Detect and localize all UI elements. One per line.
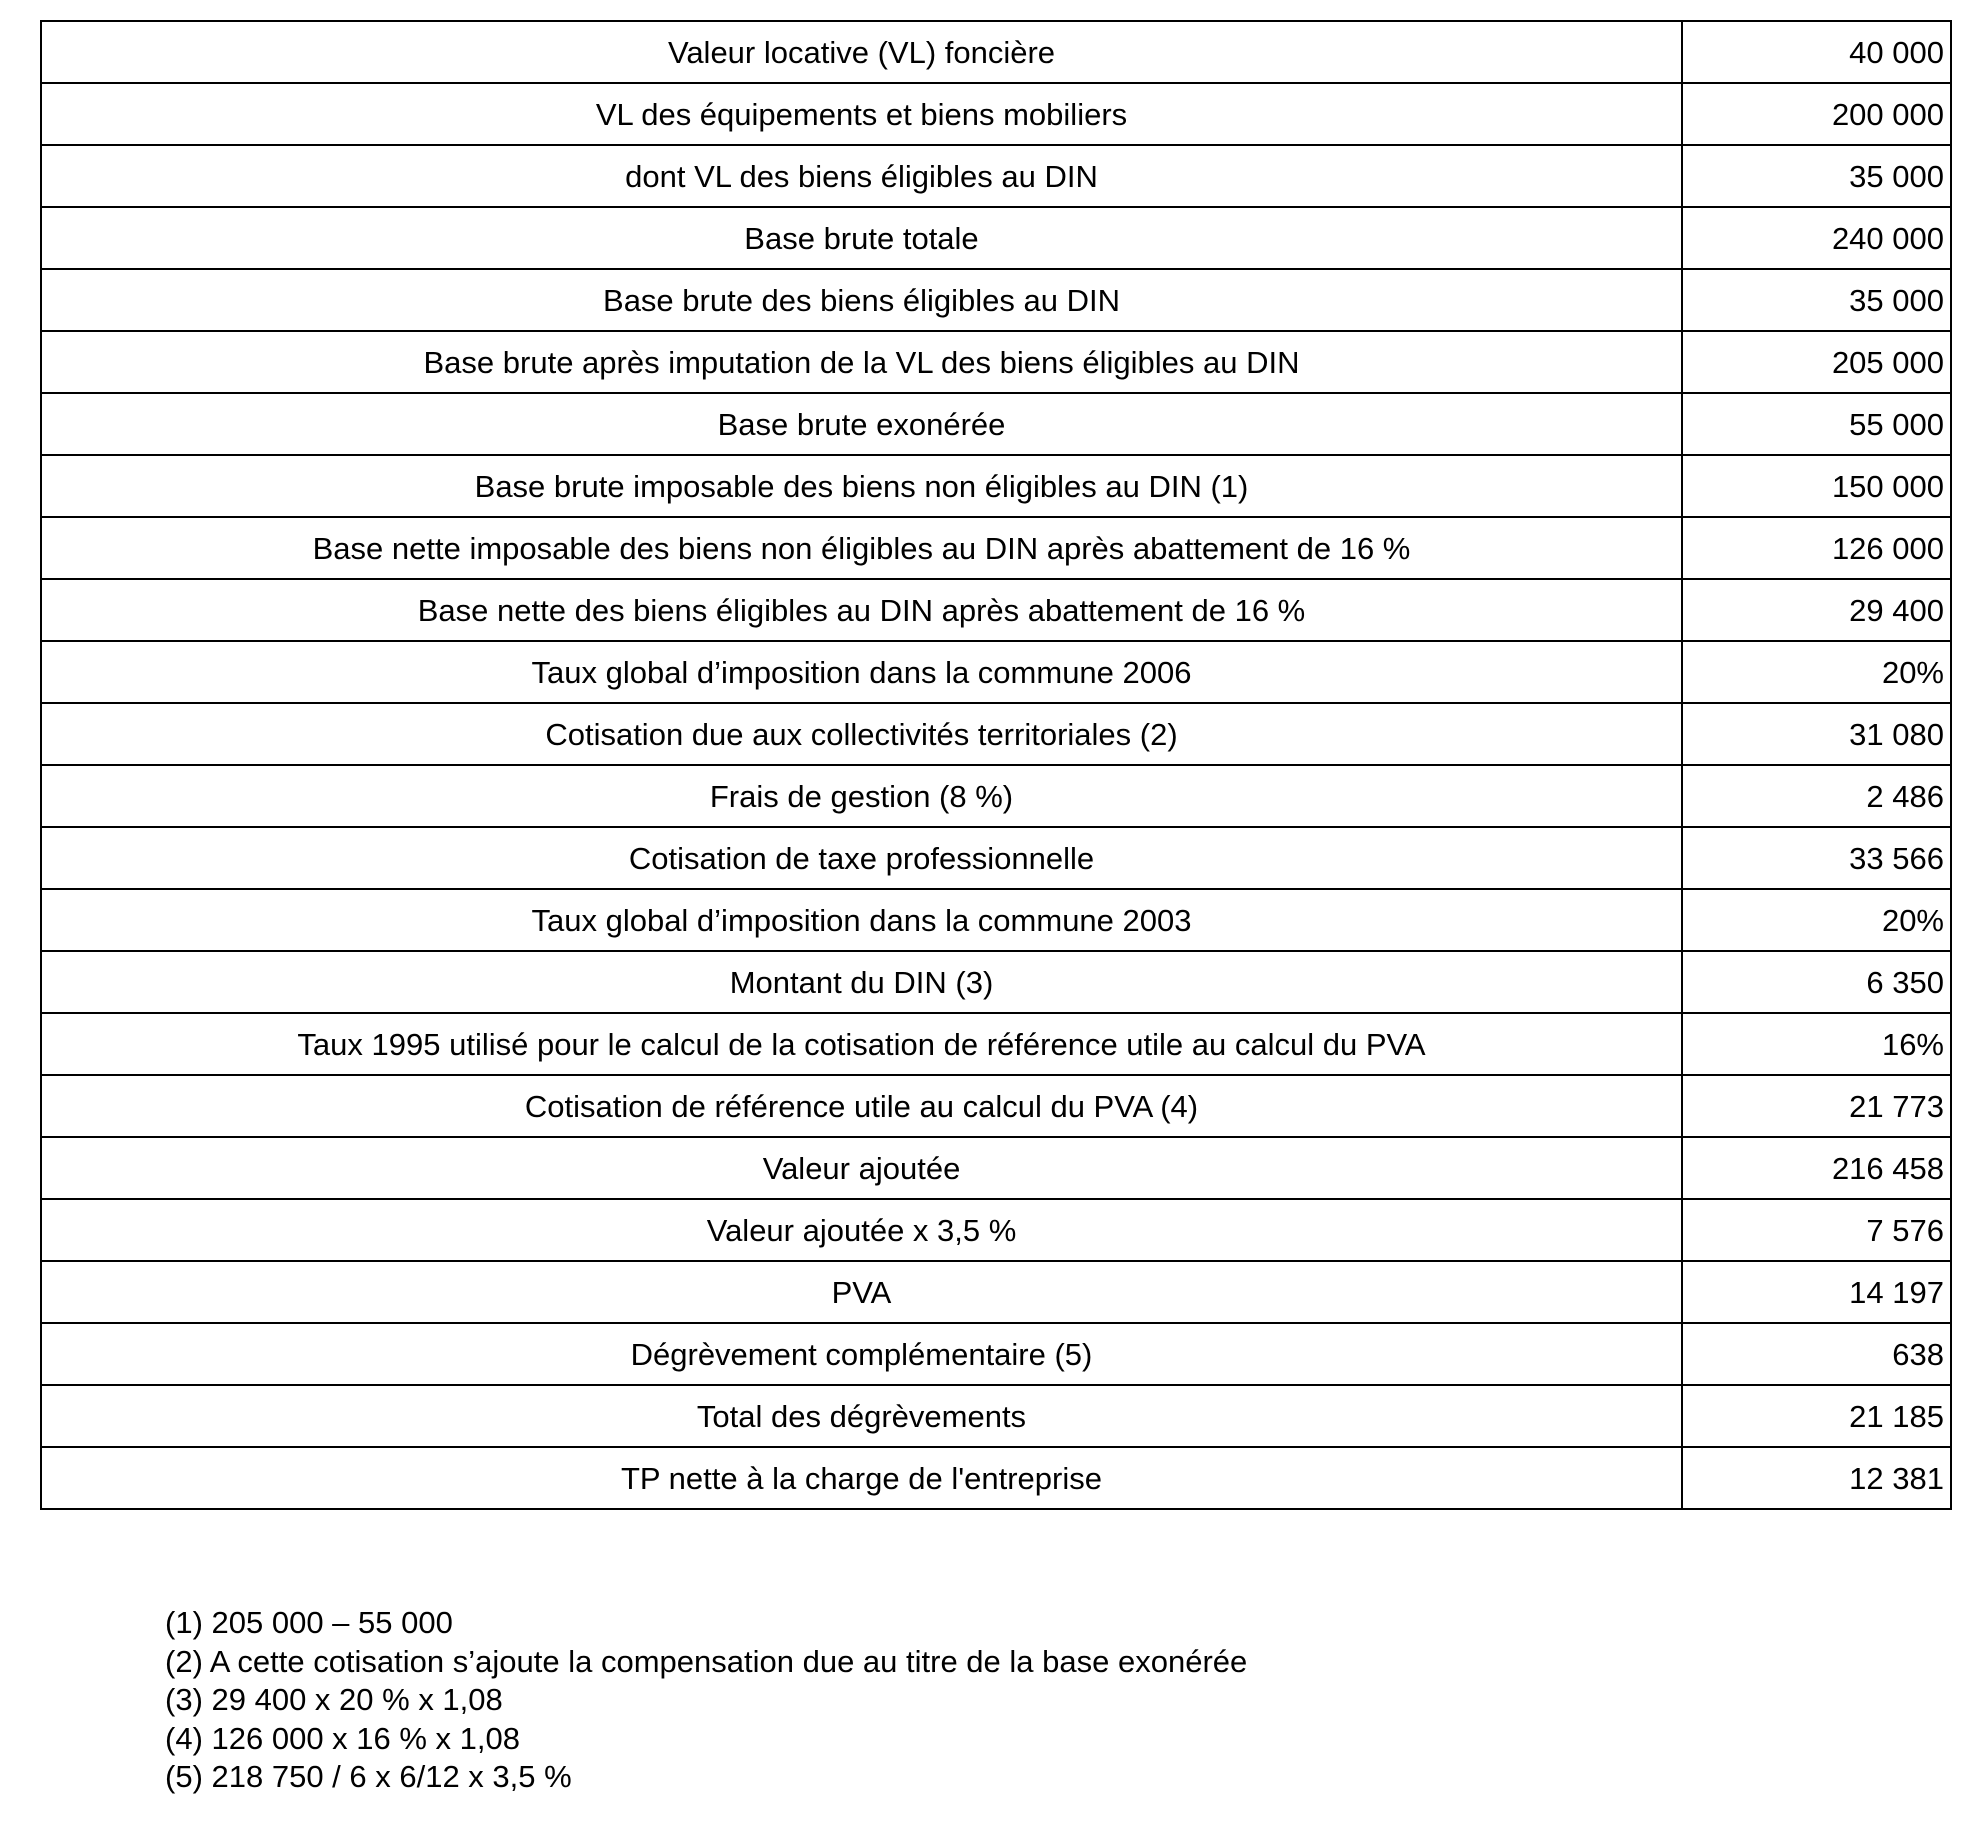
table-row [41,951,1951,1013]
row-label: Valeur locative (VL) foncière [41,21,1682,83]
table-row [41,269,1951,331]
row-label: Base brute après imputation de la VL des biens éligibles au DIN [41,331,1682,393]
row-label: Total des dégrèvements [41,1385,1682,1447]
row-label: VL des équipements et biens mobiliers [41,83,1682,145]
row-label: Taux global d’imposition dans la commune 2003 [41,889,1682,951]
row-value: 20% [1682,889,1951,951]
row-label: TP nette à la charge de l'entreprise [41,1447,1682,1509]
row-label: Base brute totale [41,207,1682,269]
row-value: 2 486 [1682,765,1951,827]
row-label: Dégrèvement complémentaire (5) [41,1323,1682,1385]
table-row [41,1137,1951,1199]
table-row [41,1385,1951,1447]
row-value: 33 566 [1682,827,1951,889]
table-row [41,641,1951,703]
table-row [41,83,1951,145]
table-row [41,1075,1951,1137]
row-label: PVA [41,1261,1682,1323]
row-value: 35 000 [1682,269,1951,331]
row-value: 7 576 [1682,1199,1951,1261]
row-label: Base nette imposable des biens non éligibles au DIN après abattement de 16 % [41,517,1682,579]
row-value: 40 000 [1682,21,1951,83]
row-value: 16% [1682,1013,1951,1075]
table-row [41,455,1951,517]
row-label: Cotisation de taxe professionnelle [41,827,1682,889]
table-row [41,1447,1951,1509]
table-row [41,703,1951,765]
footnote-2: (2) A cette cotisation s’ajoute la compensation due au titre de la base exonérée [165,1643,1248,1679]
row-value: 20% [1682,641,1951,703]
row-label: Valeur ajoutée [41,1137,1682,1199]
row-value: 205 000 [1682,331,1951,393]
row-label: Base brute imposable des biens non éligibles au DIN (1) [41,455,1682,517]
footnote-5: (5) 218 750 / 6 x 6/12 x 3,5 % [165,1759,572,1794]
row-label: Cotisation de référence utile au calcul du PVA (4) [41,1075,1682,1137]
table-row [41,765,1951,827]
row-value: 35 000 [1682,145,1951,207]
footnote-1: (1) 205 000 – 55 000 [165,1605,453,1640]
table-row [41,1199,1951,1261]
row-label: Base brute des biens éligibles au DIN [41,269,1682,331]
row-value: 240 000 [1682,207,1951,269]
row-value: 31 080 [1682,703,1951,765]
row-label: Frais de gestion (8 %) [41,765,1682,827]
table-row [41,579,1951,641]
row-value: 12 381 [1682,1447,1951,1509]
row-value: 150 000 [1682,455,1951,517]
row-value: 21 773 [1682,1075,1951,1137]
row-value: 6 350 [1682,951,1951,1013]
table-row [41,1261,1951,1323]
table-row [41,21,1951,83]
row-label: Valeur ajoutée x 3,5 % [41,1199,1682,1261]
row-value: 29 400 [1682,579,1951,641]
footnote-4: (4) 126 000 x 16 % x 1,08 [165,1720,521,1756]
table-row [41,517,1951,579]
row-value: 216 458 [1682,1137,1951,1199]
row-label: Montant du DIN (3) [41,951,1682,1013]
table-row [41,207,1951,269]
table-row [41,889,1951,951]
row-value: 14 197 [1682,1261,1951,1323]
table-row [41,1323,1951,1385]
table-row [41,1013,1951,1075]
tax-computation-table [40,20,1952,1510]
table-row [41,393,1951,455]
table-row [41,331,1951,393]
row-value: 55 000 [1682,393,1951,455]
row-label: Base brute exonérée [41,393,1682,455]
table-row [41,145,1951,207]
row-value: 200 000 [1682,83,1951,145]
footnotes [165,1604,1247,1797]
row-value: 638 [1682,1323,1951,1385]
table-row [41,827,1951,889]
row-label: Taux global d’imposition dans la commune 2006 [41,641,1682,703]
row-label: dont VL des biens éligibles au DIN [41,145,1682,207]
row-value: 21 185 [1682,1385,1951,1447]
row-label: Cotisation due aux collectivités territoriales (2) [41,703,1682,765]
footnote-3: (3) 29 400 x 20 % x 1,08 [165,1682,503,1717]
row-label: Taux 1995 utilisé pour le calcul de la cotisation de référence utile au calcul du PVA [41,1013,1682,1075]
row-label: Base nette des biens éligibles au DIN après abattement de 16 % [41,579,1682,641]
row-value: 126 000 [1682,517,1951,579]
